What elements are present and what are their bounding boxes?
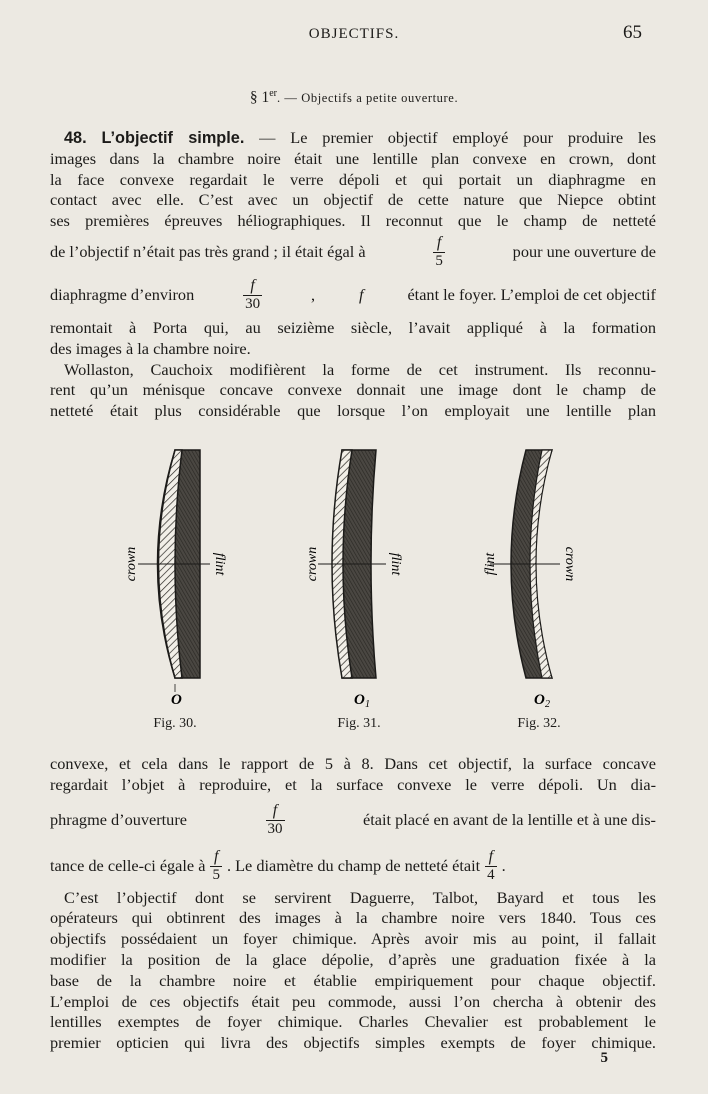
text-span: phragme d’ouverture: [50, 809, 187, 829]
section-title: . — Objectifs a petite ouverture.: [276, 91, 459, 106]
text-line-with-fraction: [50, 272, 656, 318]
lens-diagram-svg: [50, 440, 656, 740]
text-line: lentilles exemptes de foyer chimique. Charles Chevalier est probablement le: [50, 1012, 656, 1032]
text-line: rent qu’un ménisque concave convexe donnait une image dont le champ de: [50, 380, 656, 400]
running-header: [0, 22, 708, 50]
text-span: ,: [311, 284, 316, 304]
signature-mark: 5: [600, 1050, 608, 1066]
figure-31-right-label: flint: [388, 552, 403, 576]
figure-31-lens-label: O: [354, 692, 365, 708]
figure-32-lens-label: O: [534, 692, 545, 708]
text-span: étant le foyer. L’emploi de cet objectif: [407, 284, 656, 304]
text-line: contact avec elle. C’est avec un objectif de cette nature que Niepce obtint: [50, 190, 656, 210]
text-line-with-fraction: [50, 232, 656, 272]
text-line-with-fraction: [50, 844, 656, 888]
text-span: diaphragme d’environ: [50, 284, 195, 304]
text-span: f: [359, 284, 364, 304]
fraction-numerator: f: [436, 233, 442, 251]
figure-32-lens-subscript: 2: [545, 699, 550, 710]
figure-31-caption: Fig. 31.: [337, 716, 381, 731]
figure-31-lens-subscript: 1: [365, 699, 370, 710]
fraction-f-over-30: [266, 803, 285, 837]
fraction-numerator: f: [488, 847, 494, 865]
paragraph-continuation: [50, 754, 656, 1054]
text-span: . Le diamètre du champ de netteté était: [226, 855, 481, 875]
text-line: convexe, et cela dans le rapport de 5 à 8. Dans cet objectif, la surface concave: [50, 754, 656, 773]
text-span: .: [501, 855, 506, 875]
fraction-f-over-5: [210, 849, 222, 883]
section-prefix: § 1: [249, 89, 270, 107]
fraction-denominator: 5: [435, 252, 443, 269]
section-heading: [0, 88, 708, 107]
text-line: images dans la chambre noire était une lentille plan convexe en crown, dont: [50, 148, 656, 168]
text-line: modifier la position de la glace dépolie, d’après une graduation fixée à la: [50, 949, 656, 969]
paragraph-number: 48.: [64, 129, 87, 147]
text-line: netteté était plus considérable que lorsque l’on employait une lentille plan: [50, 401, 656, 421]
figure-30-right-label: flint: [212, 552, 227, 576]
paragraph-48: [50, 128, 656, 422]
text-line: regardait l’objet à reproduire, et la surface convexe le verre dépoli. Un dia-: [50, 774, 656, 794]
fraction-numerator: f: [213, 847, 219, 865]
fraction-f-over-30: [243, 278, 262, 312]
text-line: des images à la chambre noire.: [50, 338, 251, 358]
figure-32-caption: Fig. 32.: [517, 716, 561, 731]
text-line-with-fraction: [50, 796, 656, 844]
figure-30-lens-label: O: [171, 692, 182, 708]
text-line: base de la chambre noire et établie empiriquement pour chaque objectif.: [50, 970, 656, 990]
figure-30-caption: Fig. 30.: [153, 716, 197, 731]
text-line: opérateurs qui obtinrent des images à la chambre noire vers 1840. Tous ces: [50, 908, 656, 928]
figure-32-right-label: crown: [562, 546, 577, 582]
fraction-denominator: 30: [267, 820, 283, 837]
fraction-f-over-5: [433, 235, 445, 269]
text-span: pour une ouverture de: [512, 241, 656, 261]
fraction-denominator: 5: [212, 866, 220, 883]
fraction-numerator: f: [250, 276, 255, 294]
text-span: de l’objectif n’était pas très grand ; il était égal à: [50, 241, 366, 261]
section-sup: er: [269, 88, 277, 99]
text-line: objectifs possédaient un foyer chimique. Après avoir mis au point, il fallait: [50, 929, 656, 949]
text-line: remontait à Porta qui, au seizième siècle, l’avait appliqué à la formation: [50, 317, 656, 337]
figure-31-left-label: crown: [305, 546, 320, 582]
figure-31-lens: [318, 450, 386, 678]
figure-32-left-label: flint: [483, 552, 498, 576]
text-span: tance de celle-ci égale à: [50, 855, 206, 875]
text-line: L’emploi de ces objectifs était peu commode, aussi l’on chercha à obtenir des: [50, 991, 656, 1011]
figure-32-lens: [490, 450, 560, 678]
text-line: premier opticien qui livra des objectifs simples exempts de foyer chimique.: [50, 1033, 656, 1053]
text-line: [50, 128, 656, 149]
fraction-f-over-4: [485, 849, 497, 883]
text-span: était placé en avant de la lentille et à une dis-: [363, 809, 656, 829]
text-line: C’est l’objectif dont se servirent Daguerre, Talbot, Bayard et tous les: [64, 887, 656, 907]
fraction-denominator: 4: [487, 866, 495, 883]
running-title: OBJECTIFS.: [308, 26, 400, 42]
text-line: Wollaston, Cauchoix modifièrent la forme de cet instrument. Ils reconnu-: [64, 359, 656, 379]
paragraph-title: L’objectif simple.: [101, 129, 245, 147]
figure-30-left-label: crown: [124, 546, 139, 582]
text-line: ses premières épreuves héliographiques. Il reconnut que le champ de netteté: [50, 211, 656, 231]
text-span: — Le premier objectif employé pour produire les: [244, 128, 656, 147]
text-line: la face convexe regardait le verre dépoli et qui portait un diaphragme en: [50, 169, 656, 189]
fraction-numerator: f: [272, 801, 278, 819]
page-number: 65: [623, 22, 642, 43]
figure-30-lens: [138, 450, 210, 692]
lens-figures: [50, 440, 656, 740]
fraction-denominator: 30: [245, 295, 261, 312]
